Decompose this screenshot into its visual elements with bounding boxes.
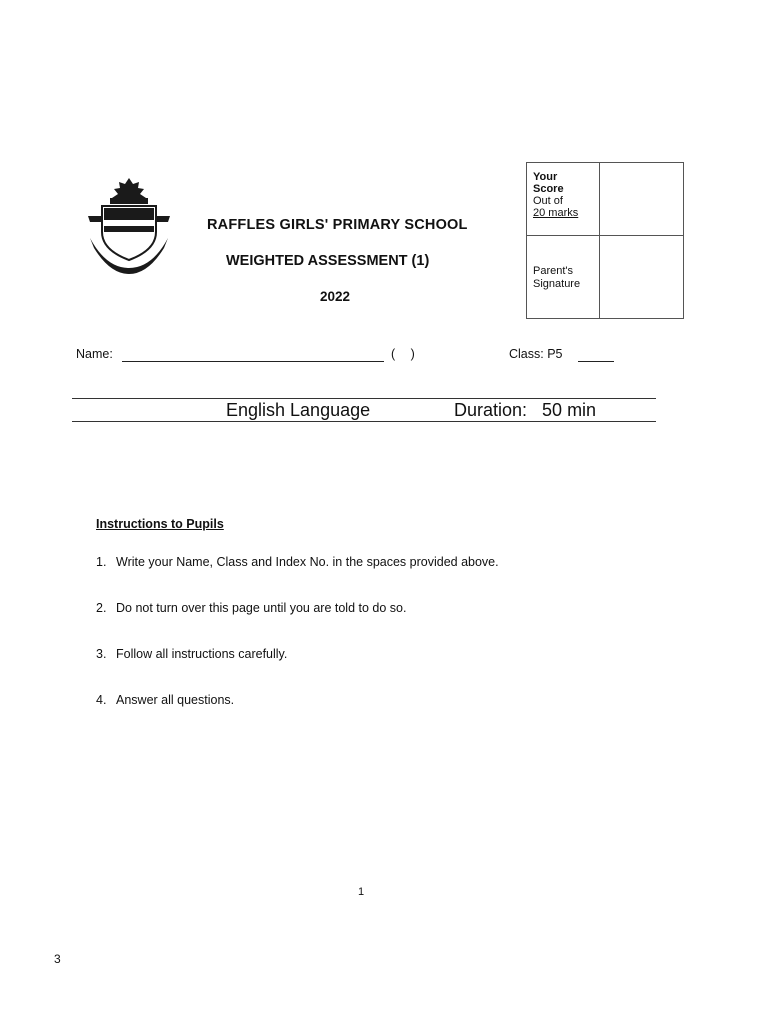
instruction-item (96, 647, 287, 661)
instruction-text: Write your Name, Class and Index No. in the spaces provided above. (116, 555, 499, 569)
name-field-line[interactable] (122, 361, 384, 362)
assessment-year: 2022 (320, 289, 351, 304)
instruction-item (96, 555, 499, 569)
score-label-line: 20 marks (533, 207, 579, 219)
school-name: RAFFLES GIRLS' PRIMARY SCHOOL (207, 217, 468, 233)
instruction-item (96, 693, 234, 707)
instruction-item (96, 601, 406, 615)
instruction-number: 2. (96, 601, 107, 615)
instruction-number: 3. (96, 647, 107, 661)
instruction-text: Answer all questions. (116, 693, 235, 707)
name-label: Name: (76, 347, 113, 361)
class-field-line[interactable] (578, 361, 614, 362)
parent-label-line: Signature (533, 278, 581, 290)
score-table-divider-horizontal (527, 235, 683, 236)
instructions-title: Instructions to Pupils (96, 517, 224, 531)
instruction-text: Do not turn over this page until you are told to do so. (116, 601, 407, 615)
instruction-text: Follow all instructions carefully. (116, 647, 288, 661)
score-table-divider-vertical (599, 163, 600, 318)
score-label (533, 171, 597, 219)
page-number: 1 (358, 886, 365, 898)
score-label-line: Score (533, 183, 564, 195)
school-crest-logo (86, 176, 172, 274)
page-count-mark: 3 (54, 952, 61, 966)
score-table (526, 162, 684, 319)
instruction-number: 4. (96, 693, 107, 707)
parent-label-line: Parent's (533, 265, 574, 277)
assessment-title: WEIGHTED ASSESSMENT (1) (226, 253, 430, 269)
score-label-line: Out of (533, 195, 563, 207)
index-number-field[interactable]: ( ) (391, 347, 421, 361)
class-label: Class: P5 (509, 347, 563, 361)
score-label-line: Your (533, 171, 558, 183)
subject-rule-bottom (72, 421, 656, 422)
duration-text: Duration: 50 min (454, 400, 597, 420)
parent-signature-label (533, 265, 597, 291)
instruction-number: 1. (96, 555, 107, 569)
subject-title: English Language (226, 400, 371, 420)
subject-rule-top (72, 398, 656, 399)
